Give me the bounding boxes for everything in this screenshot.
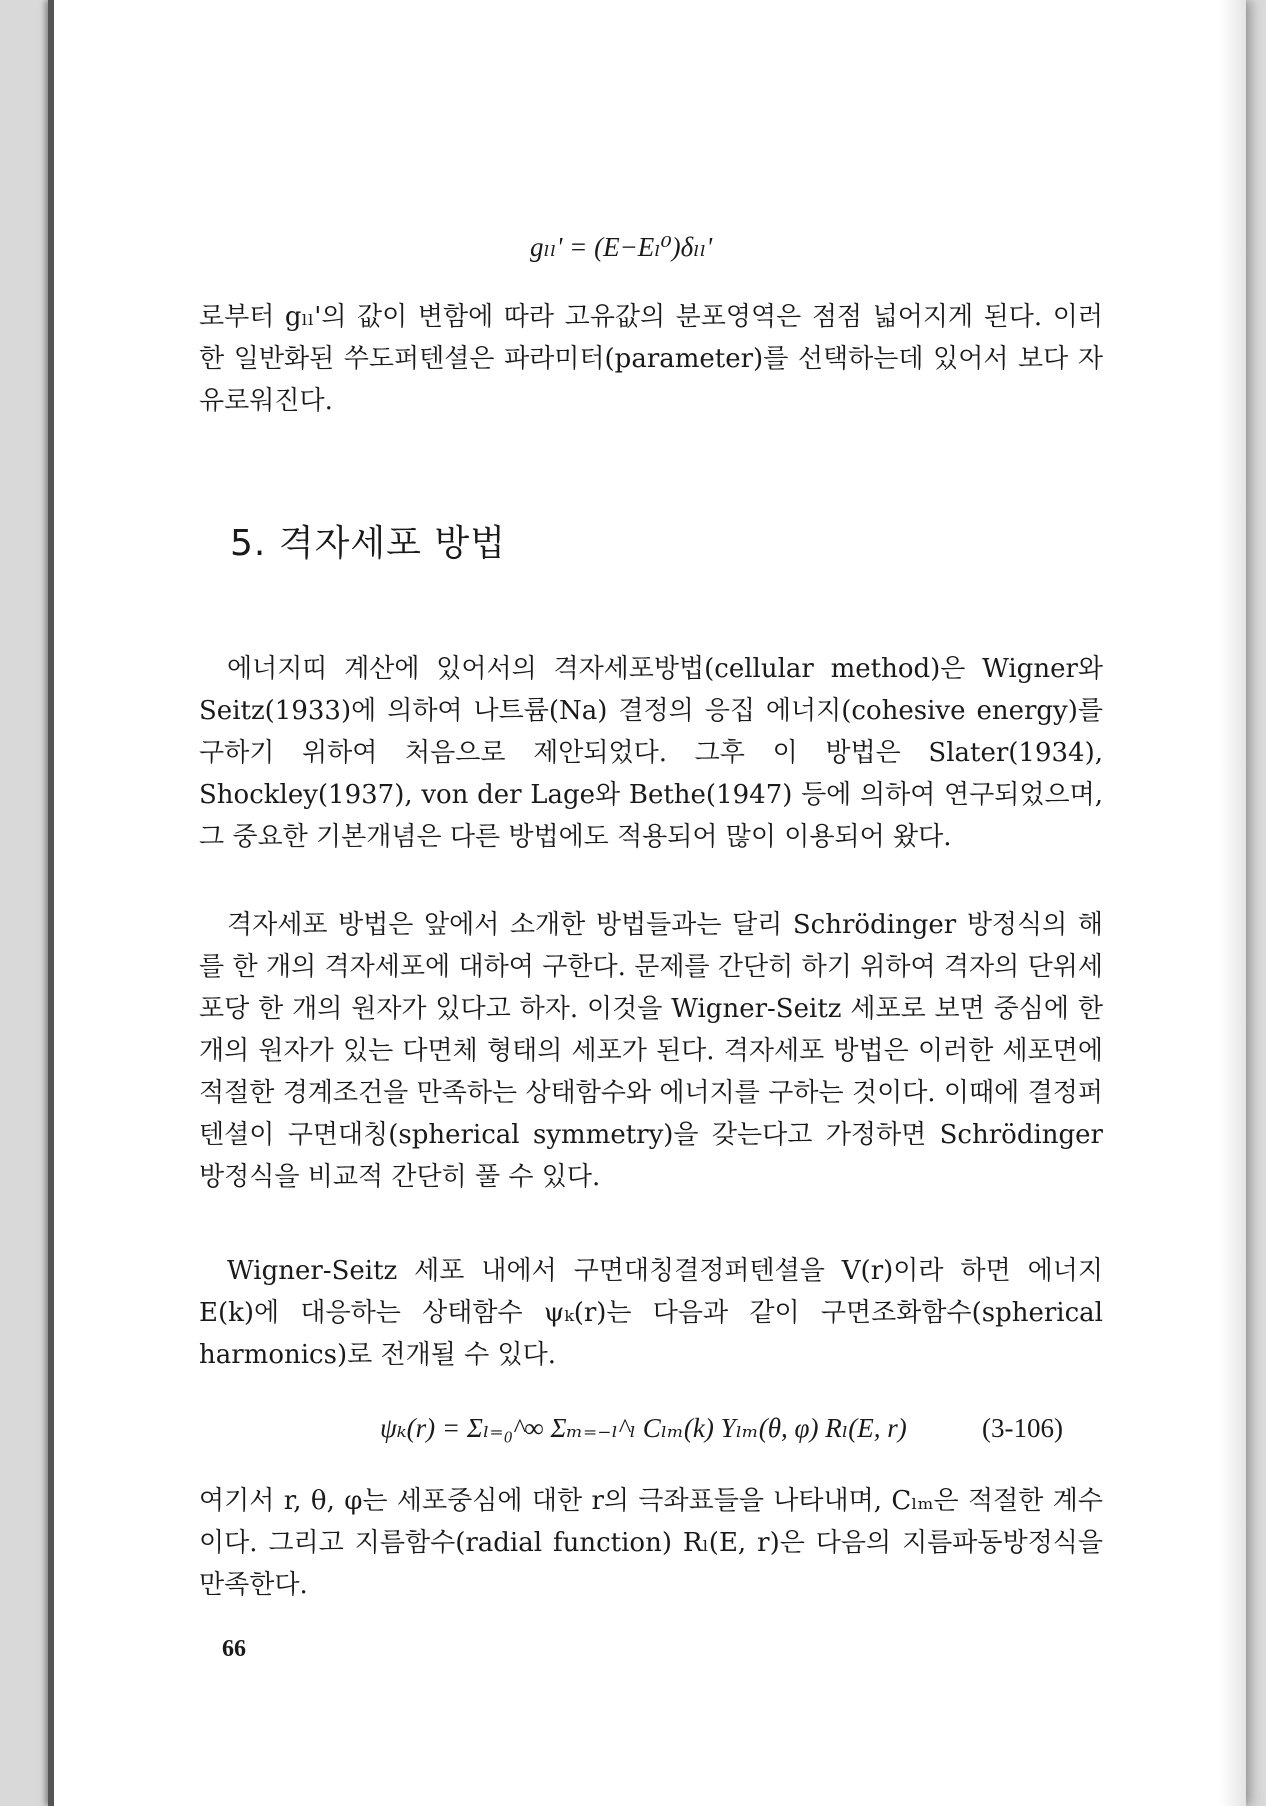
expansion-equation: ψₖ(r) = Σₗ₌₀^∞ Σₘ₌₋ₗ^ₗ Cₗₘ(k) Yₗₘ(θ, φ) Rₗ(E, r) <box>380 1413 907 1443</box>
equation-number: (3-106) <box>982 1413 1063 1443</box>
paragraph-1 <box>199 296 1103 422</box>
paragraph-5 <box>199 1480 1103 1606</box>
paragraph-2 <box>199 648 1103 858</box>
paragraph-1-text: 로부터 gₗₗ'의 값이 변함에 따라 고유값의 분포영역은 점점 넓어지게 된다. 이러한 일반화된 쑤도퍼텐셜은 파라미터(parameter)를 선택하는데 있어서 보다 자유로워진다. <box>199 302 1103 416</box>
paragraph-5-text: 여기서 r, θ, φ는 세포중심에 대한 r의 극좌표들을 나타내며, Cₗₘ은 적절한 계수이다. 그리고 지름함수(radial function) Rₗ(E, r)은 다음의 지름파동방정식을 만족한다. <box>199 1486 1103 1600</box>
paragraph-3 <box>199 904 1103 1198</box>
page-edge <box>1220 0 1246 1806</box>
paragraph-3-text: 격자세포 방법은 앞에서 소개한 방법들과는 달리 Schrödinger 방정식의 해를 한 개의 격자세포에 대하여 구한다. 문제를 간단히 하기 위하여 격자의 단위세포당 한 개의 원자가 있다고 하자. 이것을 Wigner-Seitz 세포로 보면 중심에 한 개의 원자가 있는 다면체 형태의 세포가 된다. 격자세포 방법은 이러한 세포면에 적절한 경계조건을 만족하는 상태함수와 에너지를 구하는 것이다. 이때에 결정퍼텐셜이 구면대칭(spherical symmetry)을 갖는다고 가정하면 Schrödinger 방정식을 비교적 간단히 풀 수 있다. <box>199 910 1103 1192</box>
section-heading: 5. 격자세포 방법 <box>230 523 506 564</box>
top-equation: gₗₗ' = (E−Eₗ⁰)δₗₗ' <box>530 232 713 262</box>
page-number: 66 <box>222 1636 246 1662</box>
paragraph-4-text: Wigner-Seitz 세포 내에서 구면대칭결정퍼텐셜을 V(r)이라 하면 에너지 E(k)에 대응하는 상태함수 ψₖ(r)는 다음과 같이 구면조화함수(spherical harmonics)로 전개될 수 있다. <box>199 1256 1103 1370</box>
paragraph-4 <box>199 1250 1103 1376</box>
paragraph-2-text: 에너지띠 계산에 있어서의 격자세포방법(cellular method)은 Wigner와 Seitz(1933)에 의하여 나트륨(Na) 결정의 응집 에너지(cohesive energy)를 구하기 위하여 처음으로 제안되었다. 그후 이 방법은 Slater(1934), Shockley(1937), von der Lage와 Bethe(1947) 등에 의하여 연구되었으며, 그 중요한 기본개념은 다른 방법에도 적용되어 많이 이용되어 왔다. <box>199 654 1103 852</box>
